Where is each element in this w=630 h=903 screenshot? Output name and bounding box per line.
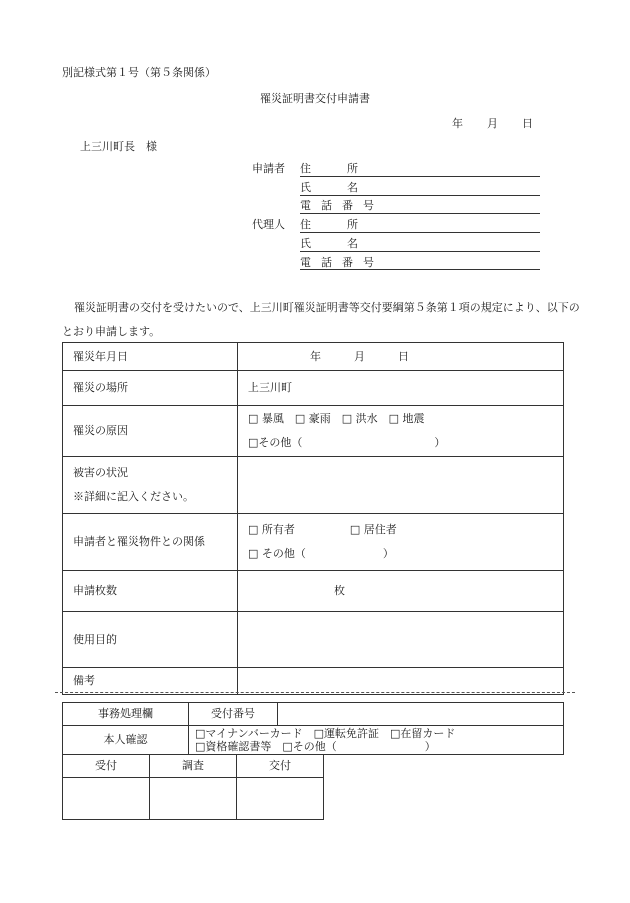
disaster-location-field[interactable]: 上三川町 xyxy=(238,371,564,406)
row-label: 備考 xyxy=(63,668,238,695)
reception-stamp-table xyxy=(62,754,324,820)
receipt-number-field[interactable] xyxy=(278,703,564,726)
agent-name-field[interactable] xyxy=(300,251,540,252)
row-label: 罹災の場所 xyxy=(63,371,238,406)
applicant-address-label: 住所 xyxy=(300,162,394,175)
receive-header: 受付 xyxy=(63,755,150,778)
intro-paragraph: 罹災証明書の交付を受けたいので、上三川町罹災証明書等交付要綱第５条第１項の規定により、以下のとおり申請します。 xyxy=(62,301,580,338)
addressee: 上三川町長 様 xyxy=(80,140,157,153)
applicant-label: 申請者 xyxy=(252,162,285,175)
identity-options[interactable] xyxy=(189,726,564,755)
row-label: 罹災の原因 xyxy=(63,406,238,457)
receive-stamp-box[interactable] xyxy=(63,778,150,820)
application-table xyxy=(62,342,564,695)
table-row xyxy=(63,343,564,371)
row-label: 申請者と罹災物件との関係 xyxy=(63,514,238,571)
table-row xyxy=(63,406,564,457)
identity-label: 本人確認 xyxy=(63,726,189,755)
table-row xyxy=(63,571,564,612)
agent-address-label: 住所 xyxy=(300,218,394,231)
disaster-date-field[interactable]: 年 月 日 xyxy=(238,343,564,371)
form-number: 別記様式第１号（第５条関係） xyxy=(62,66,216,79)
receipt-number-label: 受付番号 xyxy=(189,703,278,726)
damage-status-field[interactable] xyxy=(238,457,564,514)
cause-other[interactable]: □その他（ ） xyxy=(248,436,446,449)
table-row xyxy=(63,668,564,695)
relationship-field[interactable] xyxy=(238,514,564,571)
row-label: 使用目的 xyxy=(63,612,238,668)
survey-stamp-box[interactable] xyxy=(150,778,237,820)
applicant-name-label: 氏名 xyxy=(300,181,394,194)
processing-label: 事務処理欄 xyxy=(63,703,189,726)
row-label: 被害の状況 ※詳細に記入ください。 xyxy=(63,457,238,514)
remarks-field[interactable] xyxy=(238,668,564,695)
date-month: 月 xyxy=(487,117,498,130)
applicant-name-field[interactable] xyxy=(300,195,540,196)
applicant-address-field[interactable] xyxy=(300,176,540,177)
row-label: 申請枚数 xyxy=(63,571,238,612)
application-date xyxy=(452,117,533,130)
row-label: 罹災年月日 xyxy=(63,343,238,371)
identity-options-line1[interactable]: □マイナンバーカード □運転免許証 □在留カード xyxy=(195,727,456,740)
issue-stamp-box[interactable] xyxy=(237,778,324,820)
relationship-options[interactable]: □ 所有者 □ 居住者 xyxy=(248,523,397,536)
copies-field[interactable]: 枚 xyxy=(238,571,564,612)
table-row xyxy=(63,514,564,571)
office-use-table xyxy=(62,702,564,755)
applicant-phone-field[interactable] xyxy=(300,213,540,214)
date-year: 年 xyxy=(452,117,463,130)
disaster-cause-field[interactable] xyxy=(238,406,564,457)
agent-name-label: 氏名 xyxy=(300,237,394,250)
survey-header: 調査 xyxy=(150,755,237,778)
identity-options-line2[interactable]: □資格確認書等 □その他（ ） xyxy=(195,740,436,753)
agent-label: 代理人 xyxy=(252,218,285,231)
date-day: 日 xyxy=(522,117,533,130)
cause-options[interactable]: □ 暴風 □ 豪雨 □ 洪水 □ 地震 xyxy=(248,412,425,425)
agent-phone-field[interactable] xyxy=(300,269,540,270)
issue-header: 交付 xyxy=(237,755,324,778)
document-title: 罹災証明書交付申請書 xyxy=(260,92,370,105)
table-row xyxy=(63,457,564,514)
agent-phone-label: 電話番号 xyxy=(300,256,384,269)
table-row xyxy=(63,371,564,406)
applicant-phone-label: 電話番号 xyxy=(300,199,384,212)
relationship-other[interactable]: □ その他（ ） xyxy=(248,547,394,560)
purpose-field[interactable] xyxy=(238,612,564,668)
table-row xyxy=(63,612,564,668)
cut-line-divider xyxy=(55,692,575,693)
agent-address-field[interactable] xyxy=(300,232,540,233)
